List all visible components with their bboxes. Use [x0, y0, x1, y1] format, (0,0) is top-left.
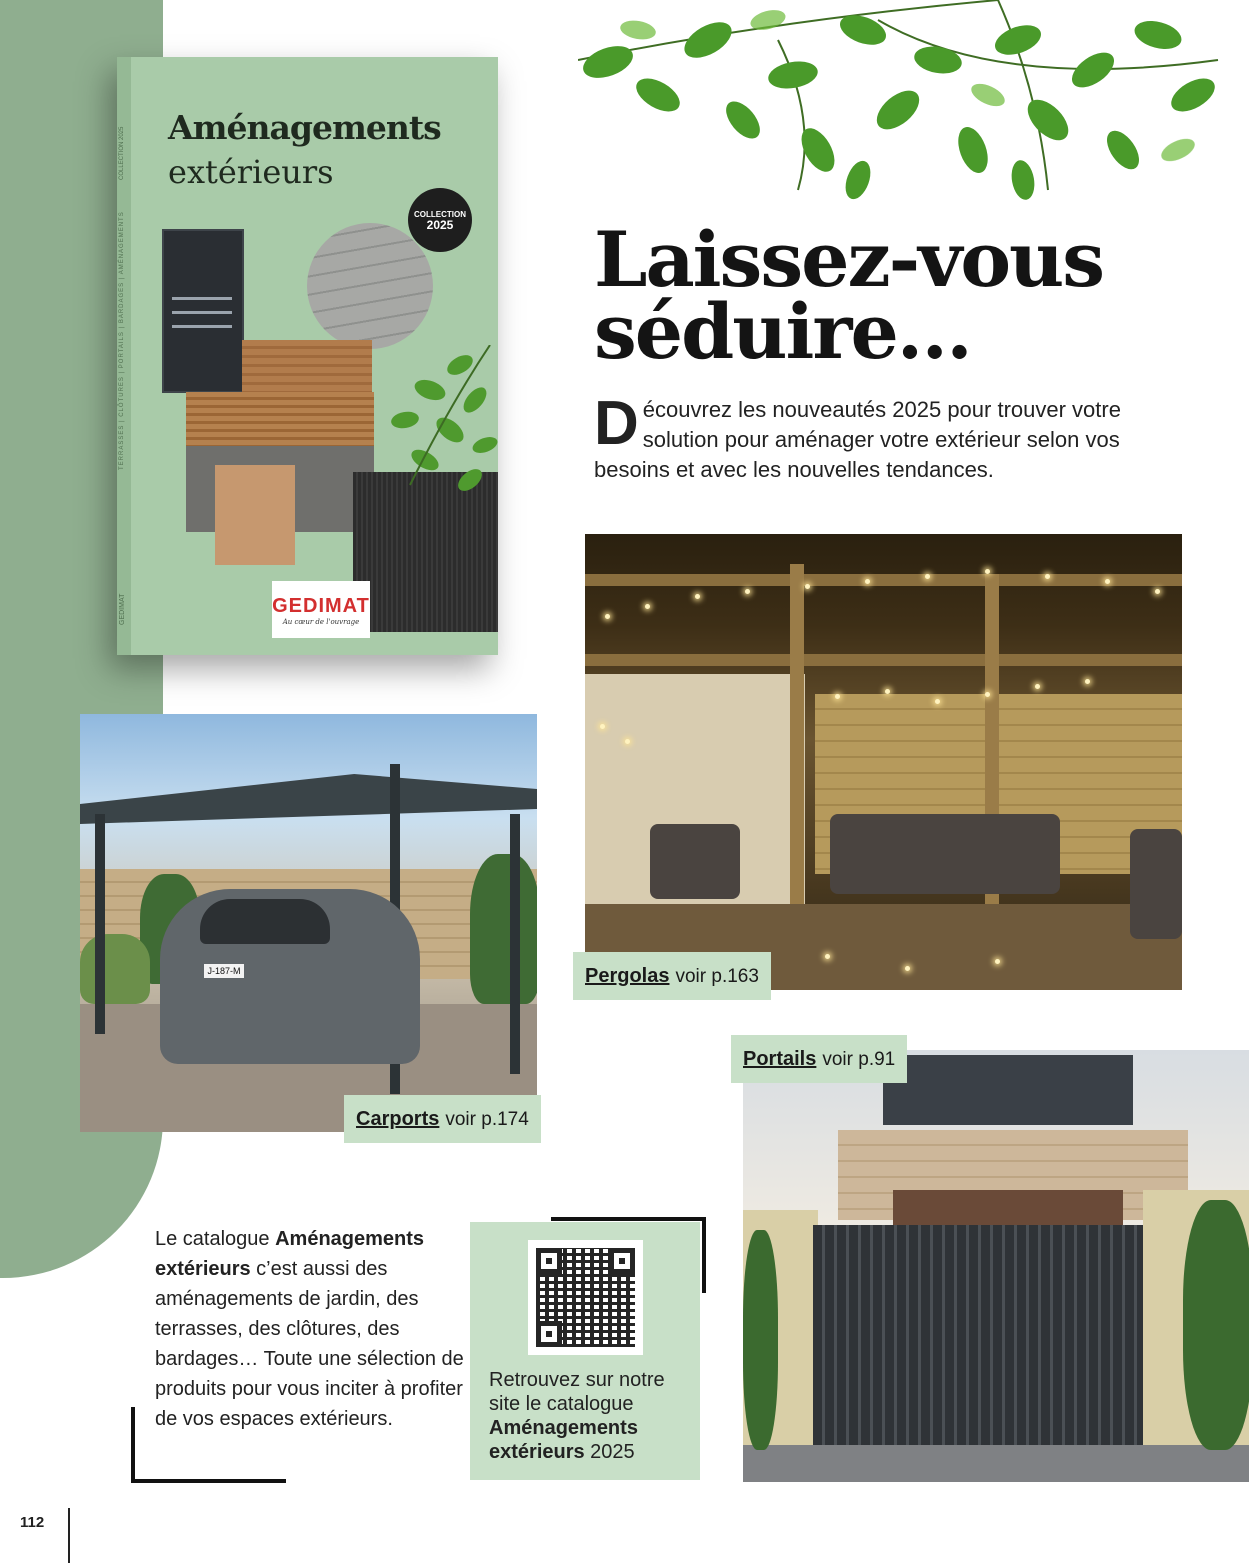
intro-text: écouvrez les nouveautés 2025 pour trouver votre solution pour aménager votre extérieur selon vos besoins et avec les nouvelles tendances.	[594, 397, 1121, 482]
pergolas-page-ref: voir p.163	[675, 966, 759, 987]
qr-caption-year: 2025	[584, 1441, 635, 1463]
logo-tagline: Au cœur de l'ouvrage	[282, 618, 360, 626]
qr-caption-text: Retrouvez sur notre site le catalogue	[489, 1369, 665, 1415]
spine-categories: TERRASSES | CLÔTURES | PORTAILS | BARDAGES | AMÉNAGEMENTS	[119, 211, 125, 470]
intro-paragraph	[594, 389, 1194, 485]
pergolas-link[interactable]: Pergolas	[585, 965, 670, 987]
portails-label[interactable]	[731, 1035, 907, 1083]
corner-rule-vertical	[131, 1407, 135, 1483]
page-number: 112	[20, 1514, 45, 1531]
cover-gate-sample	[162, 229, 244, 393]
headline-line-1: Laissez-vous	[594, 215, 1104, 304]
cover-subtitle: extérieurs	[168, 153, 334, 191]
drop-cap: D	[594, 389, 639, 458]
description-prefix: Le catalogue	[155, 1228, 276, 1250]
portail-photo	[743, 1050, 1249, 1482]
carports-link[interactable]: Carports	[356, 1108, 440, 1130]
page-number-rule	[68, 1508, 70, 1563]
portails-page-ref: voir p.91	[822, 1049, 896, 1070]
qr-rule-top	[551, 1217, 706, 1221]
spine-brand: GEDIMAT	[119, 593, 126, 625]
spine-collection: COLLECTION 2025	[119, 126, 125, 180]
cover-title: Aménagements	[168, 108, 441, 147]
qr-code-icon[interactable]	[528, 1240, 643, 1355]
gedimat-logo	[272, 581, 370, 638]
carports-label[interactable]	[344, 1095, 541, 1143]
cover-tile-sample	[215, 465, 295, 565]
collection-badge	[408, 188, 472, 252]
cover-wood-sample-2	[186, 392, 374, 448]
portails-link[interactable]: Portails	[743, 1048, 817, 1070]
cover-wood-sample	[242, 340, 372, 396]
badge-year: 2025	[426, 218, 454, 232]
pergolas-label[interactable]	[573, 952, 771, 1000]
carport-photo	[80, 714, 537, 1132]
qr-rule-right	[702, 1217, 706, 1293]
foliage-decoration-icon	[578, 0, 1228, 205]
qr-caption	[489, 1368, 689, 1464]
catalog-description	[155, 1224, 465, 1434]
description-catalog-name: Aménagements extérieurs	[155, 1228, 425, 1280]
pergola-photo	[585, 534, 1182, 990]
carports-page-ref: voir p.174	[445, 1109, 529, 1130]
cover-composite-sample	[353, 472, 498, 632]
cover-cladding-sample	[307, 223, 433, 349]
qr-caption-catalog-name: Aménagements extérieurs	[489, 1417, 638, 1463]
description-rest: c’est aussi des aménagements de jardin, des terrasses, des clôtures, des bardages… Toute une sélection de produits pour vous inciter à profiter de vos espaces extérieurs.	[155, 1258, 464, 1430]
corner-rule-horizontal	[131, 1479, 286, 1483]
logo-wordmark: GEDIMAT	[272, 595, 370, 617]
cover-leaves-icon	[370, 345, 500, 495]
headline-line-2: séduire…	[594, 287, 971, 376]
page-headline	[594, 215, 1214, 376]
badge-label: COLLECTION	[414, 210, 466, 219]
license-plate: J-187-M	[204, 964, 244, 978]
